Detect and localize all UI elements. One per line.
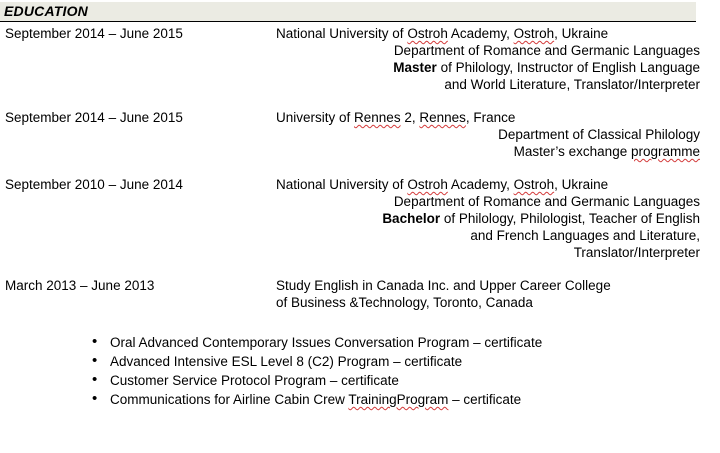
entry-detail-line [276,109,700,126]
list-item [92,333,720,352]
entry-date: September 2014 – June 2015 [5,110,183,125]
text-run: Study English in Canada Inc. and Upper Career College [276,278,611,293]
list-item [92,390,720,409]
education-entry [0,109,720,160]
entry-detail-line [276,25,700,42]
text-run: Master’s exchange [513,144,631,159]
text-run: and World Literature, Translator/Interpreter [444,77,700,92]
text-run: National University of [276,177,408,192]
entry-date: September 2010 – June 2014 [5,177,183,192]
entry-details [276,176,720,261]
entry-detail-line [276,277,700,294]
spellcheck-flagged-text: Ostroh [513,177,555,192]
spellcheck-flagged-text: Ostroh [407,26,448,41]
spellcheck-flagged-text: Rennes [419,110,466,125]
entry-detail-line [276,210,700,227]
spellcheck-flagged-text: Rennes [354,110,401,125]
entry-detail-line [276,42,700,59]
list-item [92,352,720,371]
text-run: Department of Romance and Germanic Languages [393,43,700,58]
entry-detail-line [276,126,700,143]
entry-details [276,25,720,93]
text-run: , Ukraine [554,26,609,41]
text-run: Advanced Intensive ESL Level 8 (C2) Program – certificate [110,354,463,369]
text-run: Communications for Airline Cabin Crew [110,392,349,407]
text-run: Academy, [447,26,514,41]
certificate-bullet-list [0,333,720,409]
spellcheck-flagged-text: Ostroh [407,177,448,192]
text-run: – certificate [448,392,522,407]
text-run: 2, [400,110,420,125]
entry-date: March 2013 – June 2013 [5,278,155,293]
entry-detail-line [276,176,700,193]
text-run: University of [276,110,355,125]
entry-details [276,109,720,160]
text-run: Customer Service Protocol Program – certificate [110,373,399,388]
text-run: and French Languages and Literature, [470,228,700,243]
text-run: , France [465,110,516,125]
spellcheck-flagged-text: TrainingProgram [348,392,449,407]
education-entry [0,277,720,311]
text-run: Translator/Interpreter [573,245,700,260]
entry-detail-line [276,294,700,311]
section-header-education: EDUCATION [0,2,696,22]
entry-date: September 2014 – June 2015 [5,26,183,41]
document-page [0,2,720,453]
spellcheck-flagged-text: programme [630,144,700,159]
education-entry-list [0,25,720,311]
text-run: National University of [276,26,408,41]
text-run: of Business &Technology, Toronto, Canada [276,295,533,310]
text-run: of Philology, Instructor of English Language [436,60,700,75]
text-run: of Philology, Philologist, Teacher of English [440,211,700,226]
entry-detail-line [276,244,700,261]
text-run: , Ukraine [554,177,609,192]
entry-detail-line [276,193,700,210]
text-run: Academy, [447,177,514,192]
entry-details [276,277,720,311]
text-run: Bachelor [382,211,441,226]
text-run: Department of Romance and Germanic Languages [393,194,700,209]
spellcheck-flagged-text: Ostroh [513,26,555,41]
text-run: Oral Advanced Contemporary Issues Conversation Program – certificate [110,335,543,350]
education-entry [0,25,720,93]
entry-detail-line [276,59,700,76]
education-entry [0,176,720,261]
entry-detail-line [276,227,700,244]
list-item [92,371,720,390]
text-run: Master [393,60,437,75]
text-run: Department of Classical Philology [498,127,700,142]
entry-detail-line [276,76,700,93]
entry-detail-line [276,143,700,160]
